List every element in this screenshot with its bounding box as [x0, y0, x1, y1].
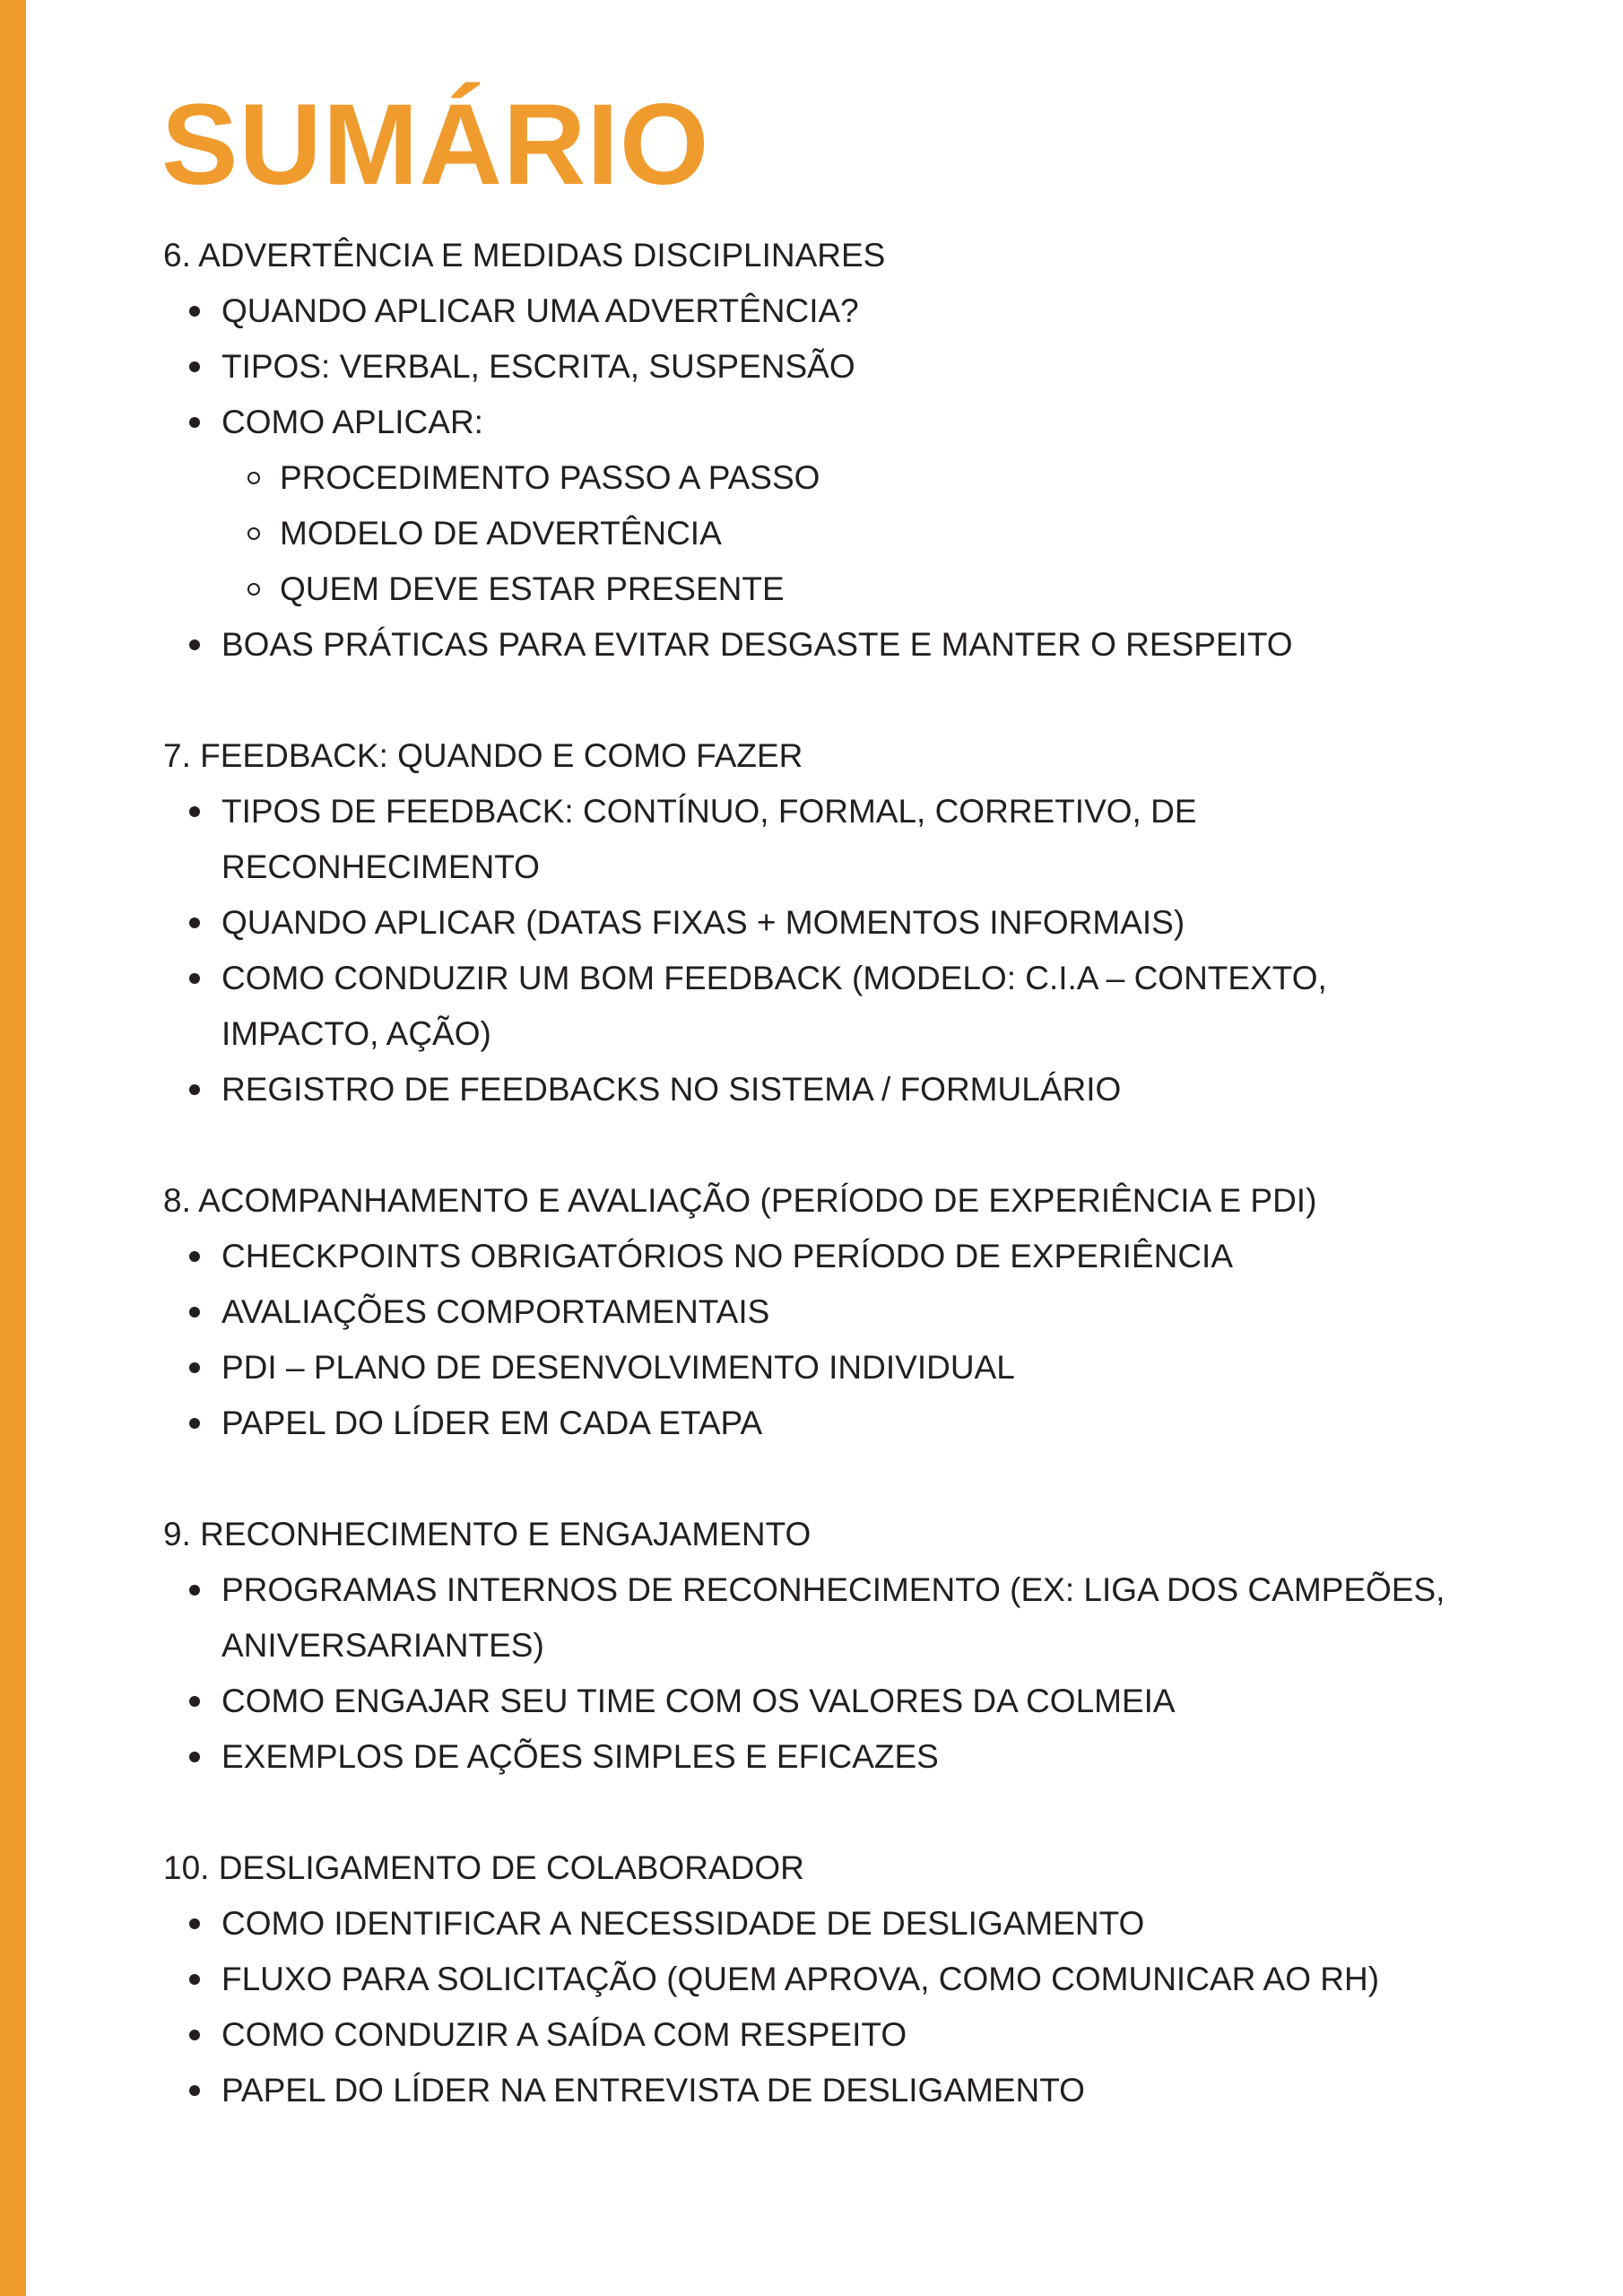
list-item-text: PAPEL DO LÍDER NA ENTREVISTA DE DESLIGAMENTO	[221, 2072, 1085, 2109]
list-item	[221, 1396, 1472, 1451]
bullet-icon	[189, 1974, 200, 1985]
sub-list-item	[280, 561, 1472, 617]
list-item	[221, 1062, 1472, 1118]
list-item-text: AVALIAÇÕES COMPORTAMENTAIS	[221, 1293, 770, 1330]
section-item-list	[163, 1562, 1472, 1785]
list-item-text: QUANDO APLICAR UMA ADVERTÊNCIA?	[221, 292, 859, 329]
hollow-bullet-icon	[247, 527, 260, 540]
section-item-list	[163, 283, 1472, 673]
bullet-icon	[189, 1918, 200, 1929]
list-item	[221, 339, 1472, 395]
list-item	[221, 283, 1472, 339]
orange-accent-bar	[0, 0, 26, 2296]
list-item-text: PDI – PLANO DE DESENVOLVIMENTO INDIVIDUAL	[221, 1349, 1015, 1386]
section-heading: 8. ACOMPANHAMENTO E AVALIAÇÃO (PERÍODO DE EXPERIÊNCIA E PDI)	[163, 1182, 1317, 1219]
bullet-icon	[189, 1307, 200, 1318]
list-item	[221, 1896, 1472, 1952]
list-item-text: CHECKPOINTS OBRIGATÓRIOS NO PERÍODO DE EXPERIÊNCIA	[221, 1238, 1233, 1274]
section-item-list	[163, 1896, 1472, 2118]
section-item-list	[163, 1229, 1472, 1451]
bullet-icon	[189, 306, 200, 317]
sub-item-list	[221, 450, 1472, 617]
bullet-icon	[189, 417, 200, 428]
list-item	[221, 1340, 1472, 1396]
bullet-icon	[189, 1418, 200, 1429]
list-item	[221, 1952, 1472, 2007]
sub-list-item-text: QUEM DEVE ESTAR PRESENTE	[280, 570, 785, 607]
list-item	[221, 1562, 1472, 1674]
bullet-icon	[189, 973, 200, 984]
list-item	[221, 1729, 1472, 1785]
section-heading: 6. ADVERTÊNCIA E MEDIDAS DISCIPLINARES	[163, 237, 886, 274]
table-of-contents	[163, 228, 1472, 2174]
bullet-icon	[189, 1752, 200, 1762]
list-item	[221, 617, 1472, 673]
list-item	[221, 1284, 1472, 1340]
list-item-text: QUANDO APLICAR (DATAS FIXAS + MOMENTOS INFORMAIS)	[221, 904, 1185, 941]
list-item-text: COMO ENGAJAR SEU TIME COM OS VALORES DA COLMEIA	[221, 1683, 1176, 1719]
list-item	[221, 1229, 1472, 1284]
list-item	[221, 2063, 1472, 2118]
sub-list-item	[280, 450, 1472, 506]
bullet-icon	[189, 639, 200, 650]
toc-section	[163, 1173, 1472, 1451]
list-item	[221, 895, 1472, 951]
list-item-text: COMO IDENTIFICAR A NECESSIDADE DE DESLIGAMENTO	[221, 1905, 1145, 1942]
list-item-text: BOAS PRÁTICAS PARA EVITAR DESGASTE E MANTER O RESPEITO	[221, 626, 1293, 663]
bullet-icon	[189, 1084, 200, 1095]
sub-list-item	[280, 506, 1472, 561]
list-item-text: EXEMPLOS DE AÇÕES SIMPLES E EFICAZES	[221, 1738, 939, 1775]
toc-section	[163, 1507, 1472, 1785]
page-title: SUMÁRIO	[161, 81, 710, 209]
list-item	[221, 1674, 1472, 1729]
bullet-icon	[189, 2085, 200, 2096]
list-item-text: FLUXO PARA SOLICITAÇÃO (QUEM APROVA, COMO COMUNICAR AO RH)	[221, 1961, 1380, 1997]
bullet-icon	[189, 806, 200, 817]
section-heading: 9. RECONHECIMENTO E ENGAJAMENTO	[163, 1516, 812, 1552]
list-item-text: REGISTRO DE FEEDBACKS NO SISTEMA / FORMULÁRIO	[221, 1071, 1122, 1108]
hollow-bullet-icon	[247, 583, 260, 596]
sub-list-item-text: MODELO DE ADVERTÊNCIA	[280, 515, 722, 552]
bullet-icon	[189, 361, 200, 372]
bullet-icon	[189, 1251, 200, 1262]
list-item	[221, 784, 1472, 895]
list-item	[221, 2007, 1472, 2063]
list-item-text: TIPOS: VERBAL, ESCRITA, SUSPENSÃO	[221, 348, 855, 385]
list-item	[221, 395, 1472, 617]
list-item-text: COMO CONDUZIR A SAÍDA COM RESPEITO	[221, 2016, 907, 2053]
hollow-bullet-icon	[247, 472, 260, 484]
list-item	[221, 951, 1472, 1062]
bullet-icon	[189, 1696, 200, 1707]
toc-section	[163, 228, 1472, 673]
toc-section	[163, 1840, 1472, 2118]
bullet-icon	[189, 2030, 200, 2040]
section-heading: 7. FEEDBACK: QUANDO E COMO FAZER	[163, 737, 803, 774]
bullet-icon	[189, 1585, 200, 1596]
section-heading: 10. DESLIGAMENTO DE COLABORADOR	[163, 1849, 804, 1886]
list-item-text: TIPOS DE FEEDBACK: CONTÍNUO, FORMAL, CORRETIVO, DE RECONHECIMENTO	[221, 793, 1197, 885]
list-item-text: COMO APLICAR:	[221, 404, 483, 440]
list-item-text: PAPEL DO LÍDER EM CADA ETAPA	[221, 1405, 763, 1441]
list-item-text: COMO CONDUZIR UM BOM FEEDBACK (MODELO: C.I.A – CONTEXTO, IMPACTO, AÇÃO)	[221, 960, 1327, 1052]
sub-list-item-text: PROCEDIMENTO PASSO A PASSO	[280, 459, 820, 496]
list-item-text: PROGRAMAS INTERNOS DE RECONHECIMENTO (EX: LIGA DOS CAMPEÕES, ANIVERSARIANTES)	[221, 1571, 1445, 1664]
section-item-list	[163, 784, 1472, 1118]
bullet-icon	[189, 918, 200, 928]
bullet-icon	[189, 1362, 200, 1373]
toc-section	[163, 728, 1472, 1118]
